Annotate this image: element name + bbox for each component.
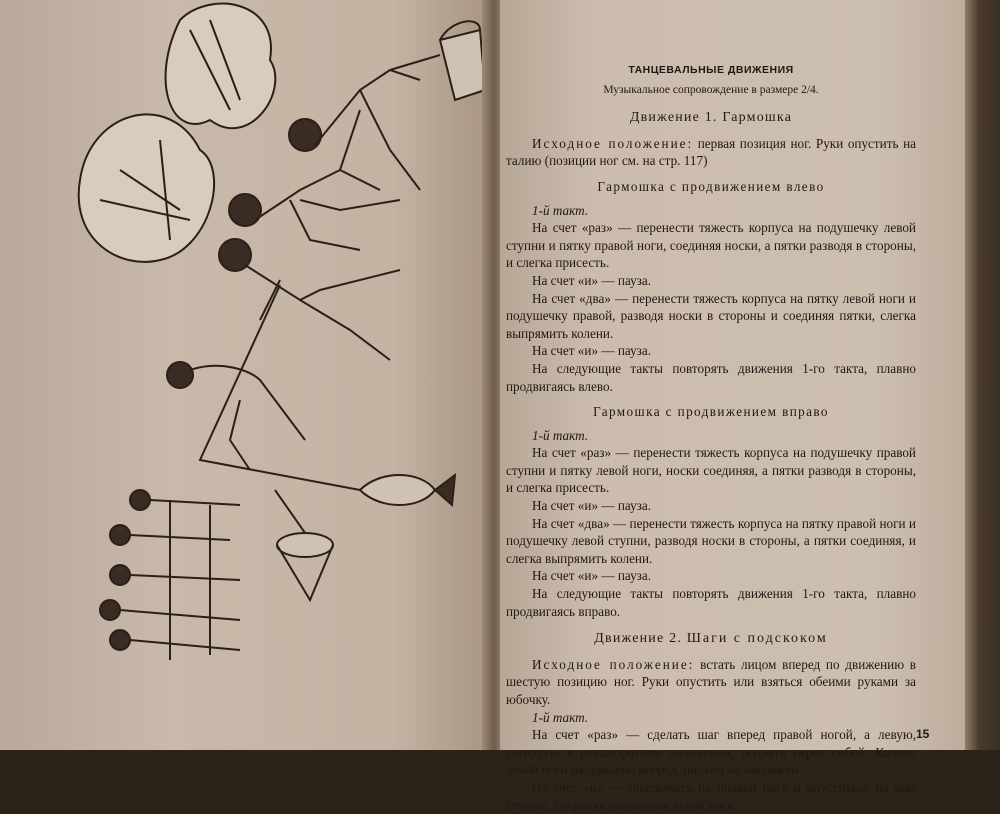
book-edge [965, 0, 1000, 750]
bucket [440, 30, 485, 100]
paragraph: На счет «и» — подскочить на правой ноге и опуститься на всю ступню, сохраняя положение левой ноги. [506, 779, 916, 813]
movement-2-number: Движение 2. [594, 631, 683, 647]
left-page [0, 0, 490, 750]
movement-2-name: Шаги с подскоком [686, 631, 828, 647]
start-position-paragraph [506, 656, 916, 709]
flower-bush [166, 4, 276, 129]
page-subheading: Музыкальное сопровождение в размере 2/4. [603, 83, 819, 96]
page-heading: ТАНЦЕВАЛЬНЫЕ ДВИЖЕНИЯ [628, 64, 794, 76]
paragraph: На следующие такты повторять движения 1-го такта, плавно продвигаясь вправо. [506, 586, 916, 619]
paragraph: На счет «раз» — перенести тяжесть корпуса на подушечку левой ступни и пятку правой ноги, соединяя носки, а пятки разводя в стороны, и слегка присесть. [506, 220, 916, 271]
subsection-title-left: Гармошка с продвижением влево [597, 178, 825, 194]
paragraph: На счет «раз» — сделать шаг вперед правой ногой, а левую, согнутую в невыворотном положении, поднять перед собой. Колено левой ноги направлено вперед, подъем не напряжен. [506, 727, 916, 778]
paragraph: На счет «и» — пауза. [532, 568, 652, 584]
net-pole [200, 285, 360, 490]
subsection-title-right: Гармошка с продвижением вправо [593, 404, 829, 420]
children-group [100, 490, 240, 660]
dance-illustration [60, 0, 490, 680]
movement-1-title: Движение 1. Гармошка [629, 110, 793, 126]
start-position-paragraph [506, 135, 916, 170]
fish [360, 475, 435, 505]
paragraph: На счет «два» — перенести тяжесть корпуса на пятку правой ноги и подушечку левой ступни, разводя носки в стороны, а пятки соединяя, и слегка выпрямить колени. [506, 515, 916, 566]
beat-label: 1-й такт. [532, 202, 589, 218]
text-column [506, 62, 916, 814]
beat-label: 1-й такт. [532, 709, 589, 725]
start-position-text: первая позиция ног. Руки опустить на талию (позиции ног см. на стр. 117) [506, 135, 916, 169]
paragraph: На следующие такты повторять движения 1-го такта, плавно продвигаясь влево. [506, 360, 916, 394]
paragraph: На счет «два» — перенести тяжесть корпуса на пятку левой ноги и подушечку правой, разводя носки в стороны и соединяя пятки, слегка выпрямить колени. [506, 290, 916, 341]
start-position-label: Исходное положение: [532, 135, 694, 151]
paragraph: На счет «раз» — перенести тяжесть корпуса на подушечку правой ступни и пятку левой ноги, носки соединяя, а пятки разводя в стороны, и слегка присесть. [506, 445, 916, 496]
paragraph: На счет «и» — пауза. [532, 272, 652, 288]
start-position-label: Исходное положение: [532, 656, 695, 672]
paragraph: На счет «и» — пауза. [532, 498, 652, 514]
movement-2-title [506, 630, 916, 648]
paragraph: На счет «и» — пауза. [532, 343, 652, 359]
page-number: 15 [916, 727, 930, 741]
beat-label: 1-й такт. [532, 427, 589, 443]
start-position-text: встать лицом вперед по движению в шестую позицию ног. Руки опустить или взяться обеими руками за юбочку. [506, 656, 916, 707]
